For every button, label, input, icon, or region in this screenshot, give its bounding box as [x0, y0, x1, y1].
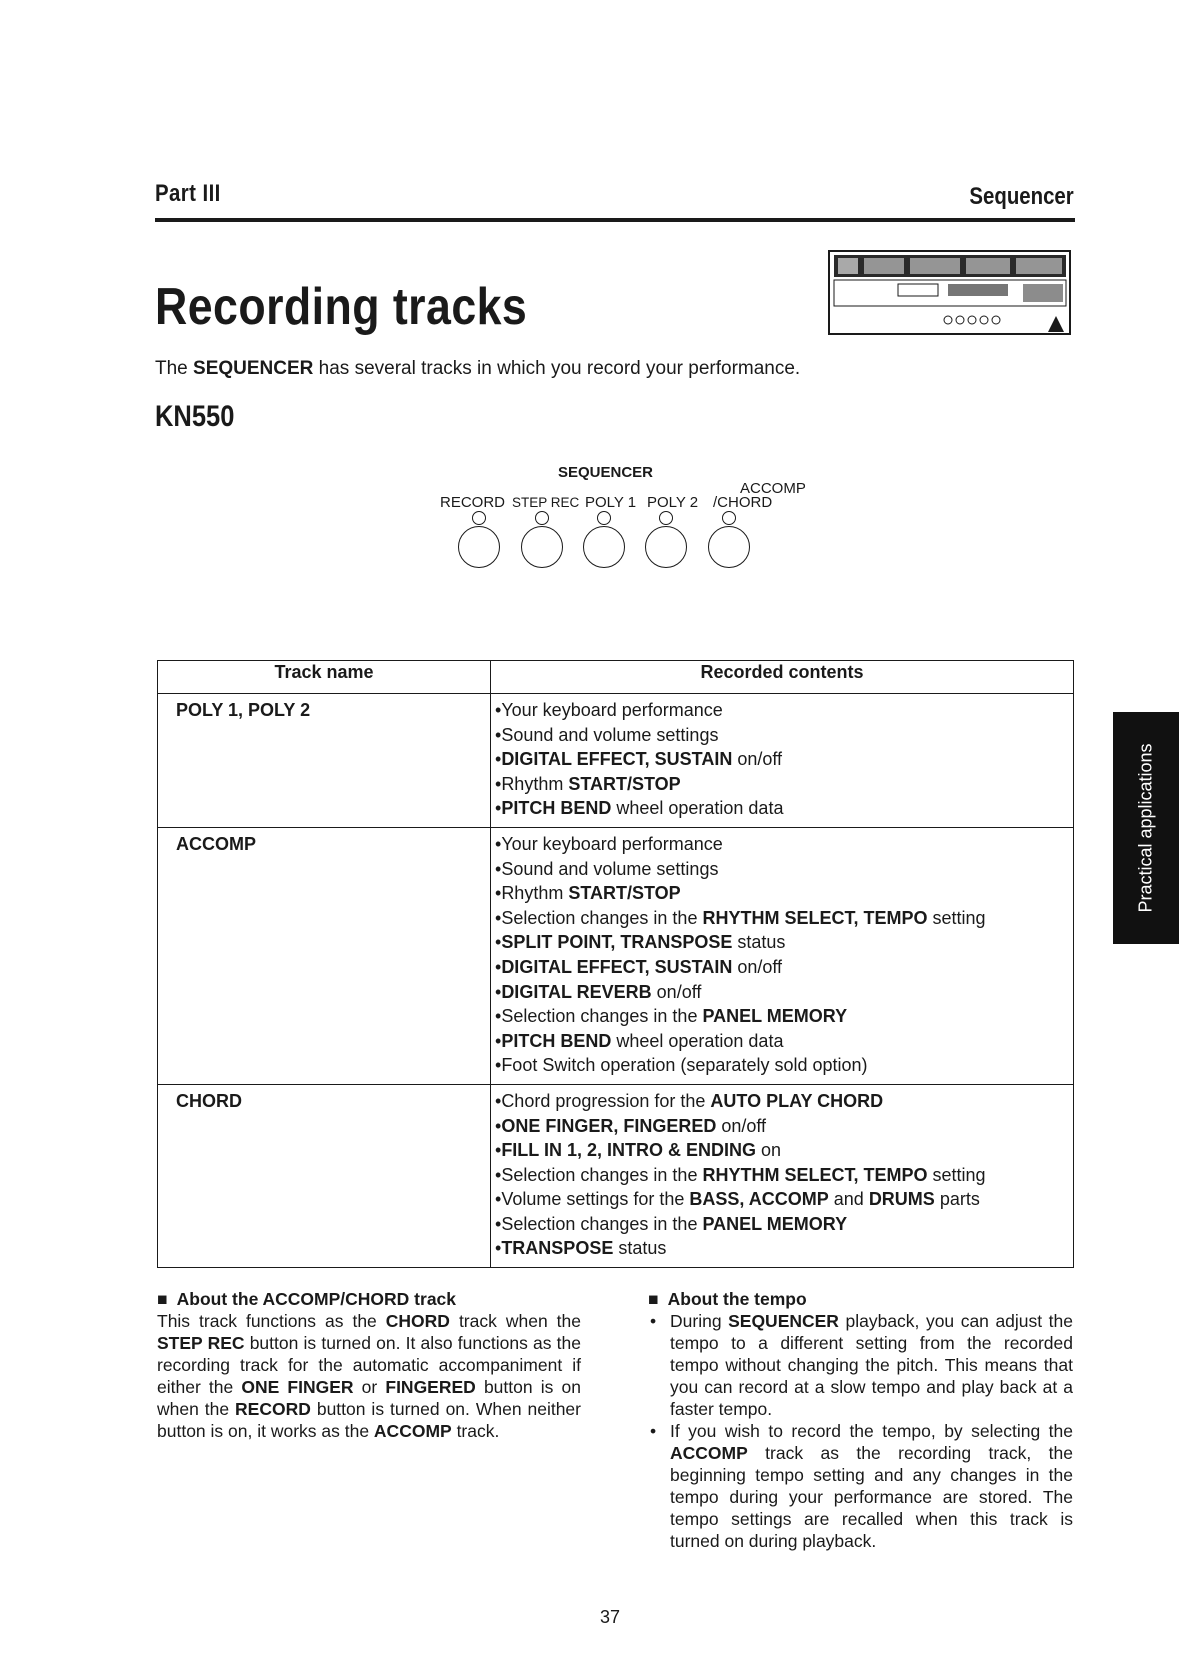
list-item: •Rhythm START/STOP [495, 773, 681, 794]
list-item: •DIGITAL REVERB on/off [495, 981, 702, 1002]
poly1-button [583, 526, 625, 568]
list-item: •PITCH BEND wheel operation data [495, 798, 784, 819]
accomp-chord-button [708, 526, 750, 568]
poly2-led [659, 511, 673, 525]
list-item: • During SEQUENCER playback, you can adjust the tempo to a different setting from the recorded tempo without changing the pitch. This means that you can record at a slow tempo and play back at a faster tempo. [648, 1310, 1073, 1420]
column-header-recorded-contents: Recorded contents [491, 661, 1074, 694]
record-led [472, 511, 486, 525]
record-label: RECORD [440, 494, 506, 511]
table-row [158, 694, 1074, 828]
chord-label: /CHORD [713, 494, 773, 511]
list-item: •Your keyboard performance [495, 700, 723, 720]
sequencer-panel-diagram [440, 458, 806, 578]
square-bullet-icon: ■ [157, 1289, 168, 1309]
list-item: •DIGITAL EFFECT, SUSTAIN on/off [495, 749, 783, 770]
list-item: •Your keyboard performance [495, 833, 723, 854]
table-header-row [158, 661, 1074, 694]
section-label: Sequencer [969, 183, 1074, 210]
table-row [158, 1084, 1074, 1267]
list-item: •Selection changes in the RHYTHM SELECT, TEMPO setting [495, 1164, 986, 1185]
page-title: Recording tracks [155, 278, 528, 336]
list-item: •Selection changes in the PANEL MEMORY [495, 1006, 848, 1027]
note-body: This track functions as the CHORD track when the STEP REC button is turned on. It also functions as the recording track for the automatic accompaniment if either the ONE FINGER or FINGERED button is on when the RECORD button is turned on. When neither button is on, it works as the ACCOMP track. [157, 1311, 581, 1441]
recorded-contents-cell [491, 827, 1074, 1084]
list-item: •FILL IN 1, 2, INTRO & ENDING on [495, 1140, 782, 1161]
column-header-track-name: Track name [158, 661, 491, 694]
record-button [458, 526, 500, 568]
panel-title: SEQUENCER [558, 464, 654, 481]
poly2-label: POLY 2 [647, 494, 699, 511]
keyboard-panel-thumbnail [828, 250, 1071, 335]
part-label: Part III [155, 180, 221, 207]
poly1-label: POLY 1 [585, 494, 637, 511]
side-tab-label: Practical applications [1135, 743, 1156, 913]
side-tab [1113, 712, 1179, 944]
track-name-cell: POLY 1, POLY 2 [158, 694, 491, 828]
list-item: •Selection changes in the PANEL MEMORY [495, 1213, 848, 1234]
square-bullet-icon: ■ [648, 1289, 659, 1309]
tempo-bullet-list [648, 1310, 1073, 1552]
recorded-contents-cell [491, 1084, 1074, 1267]
note-heading: ■ About the tempo [648, 1289, 807, 1309]
note-heading: ■ About the ACCOMP/CHORD track [157, 1289, 457, 1309]
step-rec-button [521, 526, 563, 568]
step-rec-label: STEP REC [512, 495, 580, 510]
list-item: •Sound and volume settings [495, 858, 719, 879]
track-name-cell: CHORD [158, 1084, 491, 1267]
list-item: •Foot Switch operation (separately sold option) [495, 1055, 868, 1076]
list-item: •Selection changes in the RHYTHM SELECT, TEMPO setting [495, 907, 986, 928]
track-name-cell: ACCOMP [158, 827, 491, 1084]
list-item: •ONE FINGER, FINGERED on/off [495, 1115, 767, 1136]
list-item: •Rhythm START/STOP [495, 883, 681, 904]
list-item: •Volume settings for the BASS, ACCOMP and DRUMS parts [495, 1189, 980, 1210]
page-number: 37 [600, 1607, 621, 1627]
recorded-contents-cell [491, 694, 1074, 828]
list-item: •DIGITAL EFFECT, SUSTAIN on/off [495, 956, 783, 977]
accomp-chord-note [157, 1288, 581, 1442]
poly2-button [645, 526, 687, 568]
table-row [158, 827, 1074, 1084]
model-heading: KN550 [155, 400, 235, 433]
list-item: • If you wish to record the tempo, by selecting the ACCOMP track as the recording track, the beginning tempo setting and any changes in the tempo during your performance are stored. The tempo settings are recalled when this track is turned on during playback. [648, 1420, 1073, 1552]
tempo-note [648, 1288, 1073, 1552]
list-item: •PITCH BEND wheel operation data [495, 1030, 784, 1051]
list-item: •TRANSPOSE status [495, 1238, 667, 1259]
track-contents-table [157, 660, 1074, 1268]
poly1-led [597, 511, 611, 525]
accomp-chord-led [722, 511, 736, 525]
header-rule [155, 218, 1075, 222]
accomp-label: ACCOMP [740, 480, 806, 497]
step-rec-led [535, 511, 549, 525]
list-item: •Sound and volume settings [495, 724, 719, 745]
list-item: •SPLIT POINT, TRANSPOSE status [495, 932, 786, 953]
intro-text: The SEQUENCER has several tracks in which you record your performance. [155, 358, 801, 379]
list-item: •Chord progression for the AUTO PLAY CHORD [495, 1090, 884, 1111]
